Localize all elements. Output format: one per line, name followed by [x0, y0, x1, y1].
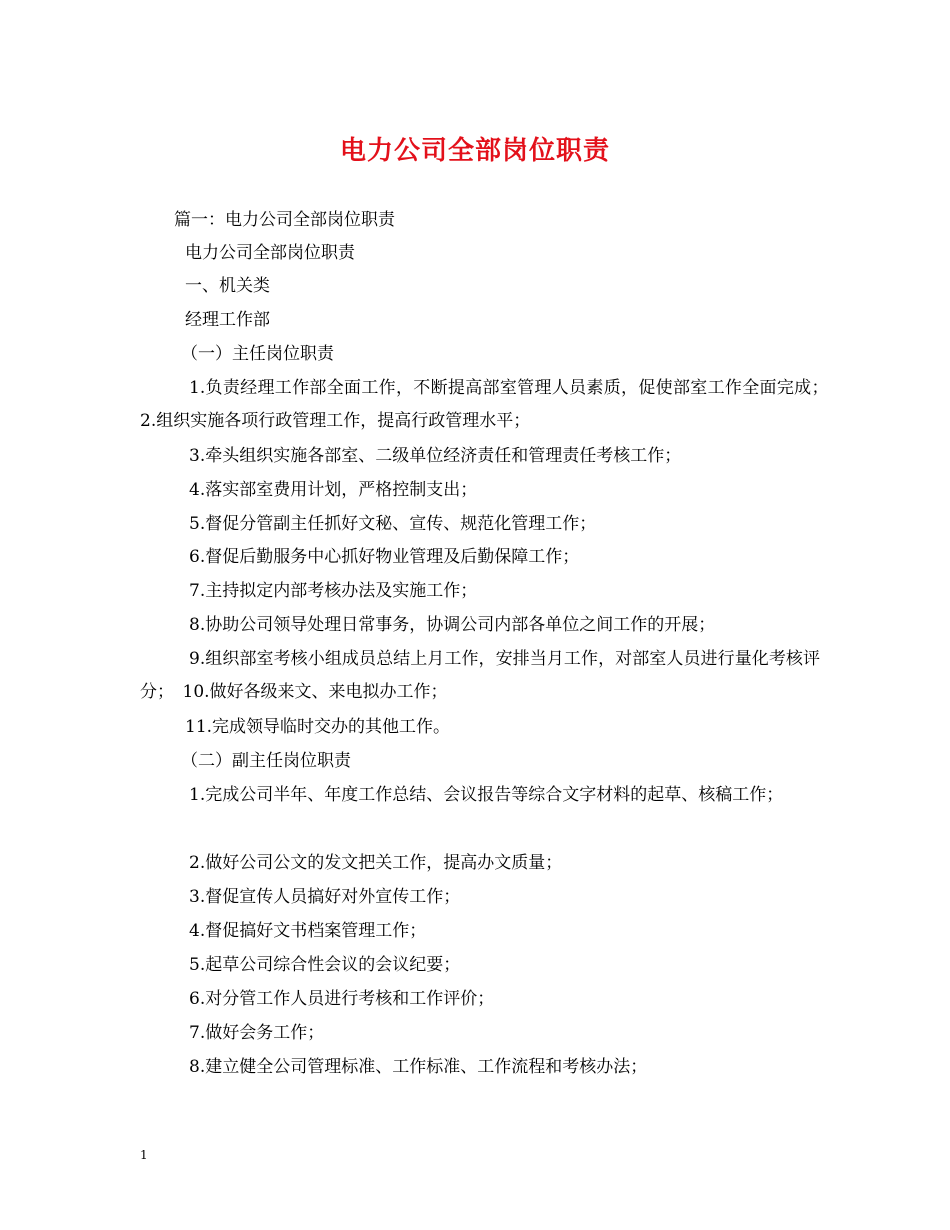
duty-item: 9.组织部室考核小组成员总结上月工作，安排当月工作，对部室人员进行量化考核评分； 10.做好各级来文、来电拟办工作；	[140, 649, 820, 702]
department-heading: 经理工作部	[185, 310, 270, 330]
duty-item: 2.做好公司公文的发文把关工作，提高办文质量；	[189, 853, 563, 873]
page-number: 1	[140, 1148, 148, 1162]
duty-item: 1.负责经理工作部全面工作，不断提高部室管理人员素质，促使部室工作全面完成； 2.组织实施各项行政管理工作，提高行政管理水平；	[140, 378, 837, 431]
duty-item: 4.督促搞好文书档案管理工作；	[189, 921, 427, 941]
document-title: 电力公司全部岗位职责	[339, 136, 610, 166]
duty-item: 3.牵头组织实施各部室、二级单位经济责任和管理责任考核工作；	[189, 446, 682, 466]
duty-item: 5.起草公司综合性会议的会议纪要；	[189, 955, 461, 975]
section-heading-part-one: 篇一：电力公司全部岗位职责	[174, 210, 395, 230]
duty-item: 6.对分管工作人员进行考核和工作评价；	[189, 989, 495, 1009]
role-heading-deputy-director: （二）副主任岗位职责	[181, 751, 351, 771]
duty-item: 7.做好会务工作；	[189, 1023, 325, 1043]
subtitle-line: 电力公司全部岗位职责	[185, 243, 355, 263]
duty-item: 8.建立健全公司管理标准、工作标准、工作流程和考核办法；	[189, 1057, 648, 1077]
role-heading-director: （一）主任岗位职责	[181, 344, 334, 364]
duty-item: 1.完成公司半年、年度工作总结、会议报告等综合文字材料的起草、核稿工作；	[189, 785, 784, 805]
duty-item: 8.协助公司领导处理日常事务，协调公司内部各单位之间工作的开展；	[189, 615, 716, 635]
duty-item: 6.督促后勤服务中心抓好物业管理及后勤保障工作；	[189, 547, 580, 567]
duty-item: 5.督促分管副主任抓好文秘、宣传、规范化管理工作；	[189, 514, 597, 534]
category-heading: 一、机关类	[185, 276, 270, 296]
duty-item: 11.完成领导临时交办的其他工作。	[185, 717, 451, 737]
duty-item: 7.主持拟定内部考核办法及实施工作；	[189, 581, 478, 601]
duty-item: 4.落实部室费用计划，严格控制支出；	[189, 480, 478, 500]
duty-item: 3.督促宣传人员搞好对外宣传工作；	[189, 887, 461, 907]
